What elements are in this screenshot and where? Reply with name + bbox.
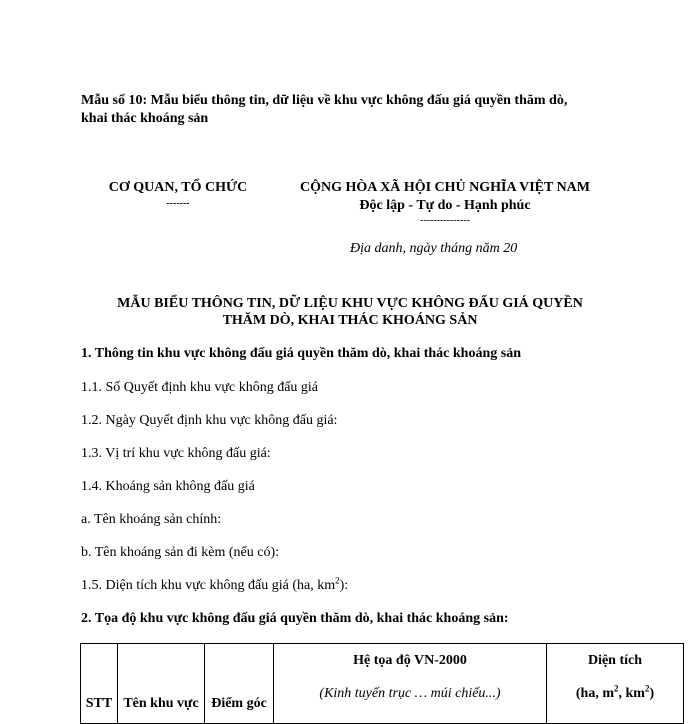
section1-title: 1. Thông tin khu vực không đấu giá quyền thăm dò, khai thác khoáng sản bbox=[81, 346, 521, 361]
document-heading-line2: THĂM DÒ, KHAI THÁC KHOÁNG SẢN bbox=[222, 313, 478, 328]
field-area-sup: 2 bbox=[335, 575, 340, 586]
col-stt-label: STT bbox=[85, 695, 113, 711]
national-underline: --------------- bbox=[420, 215, 470, 226]
document-heading bbox=[60, 295, 640, 329]
col-area-label: Diện tích bbox=[587, 653, 643, 668]
national-name: CỘNG HÒA XÃ HỘI CHỦ NGHĨA VIỆT NAM bbox=[299, 180, 590, 195]
field-accompanying-mineral: b. Tên khoáng sản đi kèm (nếu có): bbox=[81, 545, 280, 560]
col-area-header bbox=[547, 644, 684, 724]
national-block bbox=[270, 180, 620, 226]
col-area-unit-a: (ha, m bbox=[575, 686, 614, 701]
field-area-text: 1.5. Diện tích khu vực không đấu giá (ha, km bbox=[81, 578, 336, 593]
col-area-unit-sup2: 2 bbox=[644, 683, 650, 694]
col-point-label: Điểm góc bbox=[211, 695, 267, 711]
col-name-label: Tên khu vực bbox=[123, 695, 199, 711]
agency-block bbox=[98, 180, 258, 209]
field-mineral: 1.4. Khoáng sản không đấu giá bbox=[81, 479, 255, 494]
col-area-unit bbox=[547, 685, 683, 703]
field-location: 1.3. Vị trí khu vực không đấu giá: bbox=[81, 446, 271, 461]
place-date: Địa danh, ngày tháng năm 20 bbox=[350, 241, 518, 256]
form-title-line1: Mẫu biểu thông tin, dữ liệu về khu vực không đấu giá quyền thăm dò, bbox=[150, 93, 568, 108]
field-main-mineral: a. Tên khoáng sản chính: bbox=[81, 512, 222, 527]
field-decision-number: 1.1. Số Quyết định khu vực không đấu giá bbox=[81, 380, 319, 395]
form-title-prefix: Mẫu số 10: bbox=[81, 93, 148, 108]
col-system-sub: (Kinh tuyến trục … múi chiếu...) bbox=[319, 686, 501, 701]
agency-name: CƠ QUAN, TỔ CHỨC bbox=[108, 180, 248, 195]
document-heading-line1: MẪU BIỂU THÔNG TIN, DỮ LIỆU KHU VỰC KHÔNG ĐẤU GIÁ QUYỀN bbox=[117, 296, 583, 311]
section2-title: 2. Tọa độ khu vực không đấu giá quyền thăm dò, khai thác khoáng sản: bbox=[81, 611, 509, 626]
col-system-header bbox=[274, 644, 547, 724]
field-area bbox=[81, 575, 349, 594]
col-area-unit-b: , km bbox=[618, 686, 645, 701]
col-area-unit-sup1: 2 bbox=[614, 683, 619, 694]
col-system-label: Hệ tọa độ VN-2000 bbox=[353, 653, 467, 668]
national-motto: Độc lập - Tự do - Hạnh phúc bbox=[359, 198, 531, 213]
coordinates-table bbox=[80, 643, 684, 724]
col-area-unit-c: ) bbox=[649, 686, 655, 701]
col-name-header bbox=[118, 644, 205, 724]
field-area-end: ): bbox=[339, 578, 349, 593]
form-title bbox=[81, 92, 641, 110]
col-stt-header bbox=[81, 644, 118, 724]
agency-underline: ------- bbox=[166, 198, 190, 209]
form-title-line2: khai thác khoáng sản bbox=[81, 111, 209, 126]
col-point-header bbox=[205, 644, 274, 724]
field-decision-date: 1.2. Ngày Quyết định khu vực không đấu giá: bbox=[81, 413, 338, 428]
